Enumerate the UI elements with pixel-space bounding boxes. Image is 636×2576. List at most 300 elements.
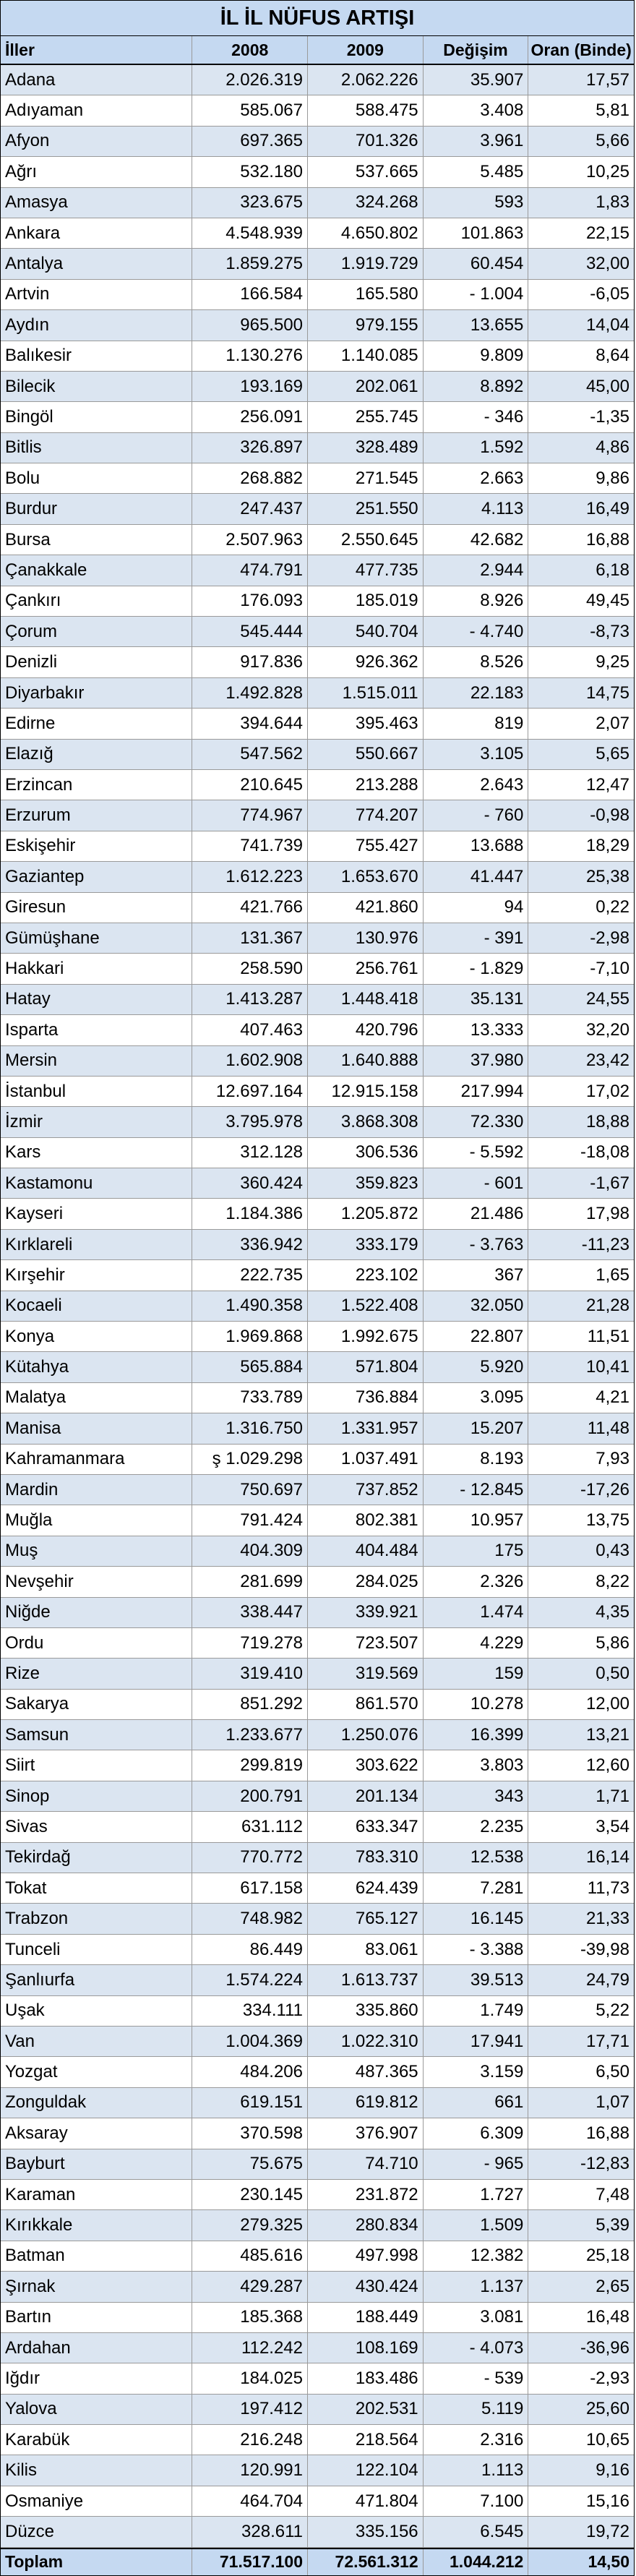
rate-cell: 17,57 — [585, 69, 629, 90]
rate-cell: -2,93 — [590, 2368, 629, 2388]
province-cell: Iğdır — [1, 2363, 192, 2393]
rate-cell: 17,02 — [585, 1081, 629, 1101]
table-row — [1, 555, 634, 586]
rate-cell: 15,16 — [585, 2491, 629, 2511]
table-row — [1, 1750, 634, 1781]
province-cell: Uşak — [1, 1996, 192, 2026]
change-cell: 4.229 — [424, 1628, 529, 1658]
rate-cell: 1,07 — [596, 2092, 629, 2113]
province-cell: Aksaray — [1, 2118, 192, 2148]
rate-cell: 16,14 — [585, 1847, 629, 1867]
table-row — [1, 1720, 634, 1750]
rate-cell: 2,65 — [596, 2276, 629, 2296]
population-2009-cell: 723.507 — [308, 1628, 424, 1658]
change-cell: 32.050 — [424, 1291, 529, 1321]
population-2008-cell: 474.791 — [192, 555, 308, 585]
table-body — [1, 65, 634, 2548]
rate-cell: 25,38 — [585, 866, 629, 886]
rate-cell: 16,49 — [585, 499, 629, 519]
population-2008-cell: 120.991 — [192, 2455, 308, 2485]
rate-cell: 23,42 — [585, 1050, 629, 1071]
change-cell: 22.183 — [424, 678, 529, 708]
rate-cell: 45,00 — [585, 376, 629, 396]
table-row — [1, 2395, 634, 2425]
total-2009: 72.561.312 — [308, 2549, 424, 2575]
population-2009-cell: 571.804 — [308, 1352, 424, 1382]
rate-cell: 7,93 — [596, 1449, 629, 1469]
change-cell: - 3.763 — [424, 1230, 529, 1259]
table-row — [1, 2210, 634, 2241]
change-cell: 9.809 — [424, 341, 529, 371]
population-2009-cell: 1.653.670 — [308, 862, 424, 891]
table-row — [1, 249, 634, 279]
population-2008-cell: 131.367 — [192, 923, 308, 953]
change-cell: 5.485 — [424, 157, 529, 187]
change-cell: 13.333 — [424, 1015, 529, 1045]
population-2008-cell: 2.507.963 — [192, 525, 308, 555]
table-row — [1, 433, 634, 463]
province-cell: Düzce — [1, 2517, 192, 2546]
total-rate: 14,50 — [588, 2552, 629, 2572]
population-2008-cell: 741.739 — [192, 831, 308, 861]
rate-cell: 12,00 — [585, 1694, 629, 1714]
rate-cell: 4,35 — [596, 1602, 629, 1622]
table-row — [1, 2118, 634, 2149]
table-row — [1, 463, 634, 494]
population-2009-cell: 471.804 — [308, 2486, 424, 2516]
change-cell: 16.399 — [424, 1720, 529, 1750]
rate-cell: 3,54 — [596, 1816, 629, 1836]
rate-cell: 5,22 — [596, 2001, 629, 2021]
population-2009-cell: 926.362 — [308, 647, 424, 677]
population-2009-cell: 1.037.491 — [308, 1445, 424, 1474]
population-2009-cell: 736.884 — [308, 1383, 424, 1413]
rate-cell: 6,18 — [596, 560, 629, 580]
population-2009-cell: 130.976 — [308, 923, 424, 953]
population-2009-cell: 633.347 — [308, 1812, 424, 1841]
rate-cell: 16,88 — [585, 529, 629, 549]
rate-cell: 32,20 — [585, 1019, 629, 1040]
change-cell: 21.486 — [424, 1199, 529, 1228]
rate-cell: 4,86 — [596, 437, 629, 458]
change-cell: 41.447 — [424, 862, 529, 891]
population-2009-cell: 271.545 — [308, 463, 424, 493]
population-2008-cell: 484.206 — [192, 2057, 308, 2087]
province-cell: Hakkari — [1, 954, 192, 983]
table-title: İL İL NÜFUS ARTIŞI — [1, 1, 634, 36]
table-row — [1, 586, 634, 617]
table-row — [1, 525, 634, 555]
population-2008-cell: 268.882 — [192, 463, 308, 493]
population-2008-cell: 247.437 — [192, 494, 308, 523]
province-cell: Kocaeli — [1, 1291, 192, 1321]
rate-cell: 49,45 — [585, 591, 629, 611]
province-cell: Karaman — [1, 2180, 192, 2209]
column-header-change: Değişim — [424, 36, 529, 64]
table-row — [1, 1567, 634, 1597]
population-2008-cell: ş 1.029.298 — [192, 1445, 308, 1474]
population-2008-cell: 917.836 — [192, 647, 308, 677]
population-2009-cell: 1.250.076 — [308, 1720, 424, 1750]
change-cell: - 12.845 — [424, 1475, 529, 1505]
population-2008-cell: 770.772 — [192, 1843, 308, 1873]
table-row — [1, 1935, 634, 1965]
change-cell: - 346 — [424, 402, 529, 432]
change-cell: 175 — [424, 1536, 529, 1566]
rate-cell: -18,08 — [580, 1142, 629, 1163]
population-2009-cell: 540.704 — [308, 617, 424, 646]
population-2009-cell: 12.915.158 — [308, 1077, 424, 1106]
table-row — [1, 1475, 634, 1505]
change-cell: 15.207 — [424, 1413, 529, 1443]
population-2008-cell: 585.067 — [192, 95, 308, 125]
population-2008-cell: 2.026.319 — [192, 65, 308, 95]
population-2008-cell: 1.130.276 — [192, 341, 308, 371]
rate-cell: 7,48 — [596, 2184, 629, 2204]
population-2009-cell: 185.019 — [308, 586, 424, 616]
population-2009-cell: 1.448.418 — [308, 985, 424, 1014]
table-row — [1, 2303, 634, 2333]
province-cell: Kırşehir — [1, 1260, 192, 1290]
province-cell: Yozgat — [1, 2057, 192, 2087]
province-cell: Diyarbakır — [1, 678, 192, 708]
table-row — [1, 372, 634, 402]
table-row — [1, 740, 634, 770]
rate-cell: 22,15 — [585, 223, 629, 243]
change-cell: 2.235 — [424, 1812, 529, 1841]
rate-cell: 8,64 — [596, 346, 629, 366]
table-row — [1, 1352, 634, 1382]
province-cell: Tekirdağ — [1, 1843, 192, 1873]
province-cell: Bingöl — [1, 402, 192, 432]
change-cell: 8.526 — [424, 647, 529, 677]
rate-cell: 0,43 — [596, 1541, 629, 1561]
population-2008-cell: 185.368 — [192, 2303, 308, 2332]
change-cell: 1.137 — [424, 2272, 529, 2301]
table-row — [1, 2057, 634, 2087]
change-cell: 593 — [424, 188, 529, 218]
population-2008-cell: 545.444 — [192, 617, 308, 646]
rate-cell: 17,98 — [585, 1204, 629, 1224]
change-cell: 13.655 — [424, 310, 529, 340]
change-cell: 8.892 — [424, 372, 529, 401]
population-2009-cell: 2.550.645 — [308, 525, 424, 555]
population-2008-cell: 338.447 — [192, 1598, 308, 1627]
population-2008-cell: 719.278 — [192, 1628, 308, 1658]
province-cell: Hatay — [1, 985, 192, 1014]
table-row — [1, 1505, 634, 1536]
population-2008-cell: 532.180 — [192, 157, 308, 187]
population-2009-cell: 213.288 — [308, 770, 424, 800]
province-cell: Mersin — [1, 1046, 192, 1076]
population-2008-cell: 258.590 — [192, 954, 308, 983]
population-2008-cell: 631.112 — [192, 1812, 308, 1841]
table-row — [1, 1659, 634, 1689]
population-2008-cell: 1.492.828 — [192, 678, 308, 708]
change-cell: 1.727 — [424, 2180, 529, 2209]
population-2009-cell: 624.439 — [308, 1873, 424, 1903]
province-cell: Bilecik — [1, 372, 192, 401]
province-cell: Zonguldak — [1, 2088, 192, 2118]
table-row — [1, 1322, 634, 1352]
population-2008-cell: 1.004.369 — [192, 2027, 308, 2056]
rate-cell: 9,16 — [596, 2460, 629, 2481]
province-cell: Çankırı — [1, 586, 192, 616]
province-cell: Denizli — [1, 647, 192, 677]
province-cell: Nevşehir — [1, 1567, 192, 1596]
change-cell: 217.994 — [424, 1077, 529, 1106]
population-2008-cell: 216.248 — [192, 2425, 308, 2455]
province-cell: Rize — [1, 1659, 192, 1688]
population-2009-cell: 251.550 — [308, 494, 424, 523]
change-cell: 8.926 — [424, 586, 529, 616]
rate-cell: 24,79 — [585, 1969, 629, 1990]
rate-cell: 1,83 — [596, 192, 629, 213]
population-2009-cell: 487.365 — [308, 2057, 424, 2087]
population-2009-cell: 3.868.308 — [308, 1107, 424, 1137]
population-2008-cell: 1.612.223 — [192, 862, 308, 891]
rate-cell: 5,81 — [596, 100, 629, 121]
table-row — [1, 862, 634, 892]
table-row — [1, 95, 634, 126]
table-row — [1, 65, 634, 95]
table-row — [1, 831, 634, 862]
province-cell: Kilis — [1, 2455, 192, 2485]
table-row — [1, 1873, 634, 1904]
change-cell: - 539 — [424, 2363, 529, 2393]
rate-cell: -0,98 — [590, 805, 629, 826]
table-row — [1, 2272, 634, 2302]
population-2008-cell: 619.151 — [192, 2088, 308, 2118]
population-2009-cell: 74.710 — [308, 2149, 424, 2179]
population-2008-cell: 176.093 — [192, 586, 308, 616]
table-row — [1, 1077, 634, 1107]
province-cell: Çanakkale — [1, 555, 192, 585]
table-row — [1, 2363, 634, 2394]
population-2008-cell: 1.316.750 — [192, 1413, 308, 1443]
population-2008-cell: 1.859.275 — [192, 249, 308, 278]
province-cell: İstanbul — [1, 1077, 192, 1106]
change-cell: - 601 — [424, 1168, 529, 1198]
population-2009-cell: 497.998 — [308, 2241, 424, 2271]
rate-cell: 5,65 — [596, 744, 629, 764]
table-row — [1, 2027, 634, 2057]
province-cell: Artvin — [1, 280, 192, 309]
population-2008-cell: 750.697 — [192, 1475, 308, 1505]
population-2008-cell: 1.490.358 — [192, 1291, 308, 1321]
table-row — [1, 1628, 634, 1659]
population-2009-cell: 324.268 — [308, 188, 424, 218]
population-2009-cell: 188.449 — [308, 2303, 424, 2332]
population-2009-cell: 231.872 — [308, 2180, 424, 2209]
table-row — [1, 1445, 634, 1475]
table-row — [1, 188, 634, 218]
change-cell: 343 — [424, 1781, 529, 1811]
population-2009-cell: 1.640.888 — [308, 1046, 424, 1076]
table-row — [1, 2455, 634, 2486]
table-row — [1, 157, 634, 187]
population-2009-cell: 420.796 — [308, 1015, 424, 1045]
total-row — [1, 2548, 634, 2575]
population-2009-cell: 218.564 — [308, 2425, 424, 2455]
table-row — [1, 494, 634, 524]
population-2009-cell: 619.812 — [308, 2088, 424, 2118]
rate-cell: 5,39 — [596, 2215, 629, 2235]
change-cell: 2.944 — [424, 555, 529, 585]
population-2009-cell: 83.061 — [308, 1935, 424, 1964]
change-cell: 17.941 — [424, 2027, 529, 2056]
population-2008-cell: 617.158 — [192, 1873, 308, 1903]
population-2009-cell: 165.580 — [308, 280, 424, 309]
rate-cell: 18,88 — [585, 1111, 629, 1131]
population-2008-cell: 748.982 — [192, 1904, 308, 1933]
table-row — [1, 1904, 634, 1934]
population-2008-cell: 184.025 — [192, 2363, 308, 2393]
total-change: 1.044.212 — [424, 2549, 529, 2575]
change-cell: 10.957 — [424, 1505, 529, 1535]
province-cell: Gümüşhane — [1, 923, 192, 953]
population-2009-cell: 802.381 — [308, 1505, 424, 1535]
table-row — [1, 1965, 634, 1995]
province-cell: Balıkesir — [1, 341, 192, 371]
change-cell: 101.863 — [424, 218, 529, 248]
population-2009-cell: 359.823 — [308, 1168, 424, 1198]
province-cell: Tokat — [1, 1873, 192, 1903]
population-2009-cell: 1.919.729 — [308, 249, 424, 278]
population-2008-cell: 256.091 — [192, 402, 308, 432]
change-cell: 2.663 — [424, 463, 529, 493]
table-row — [1, 1413, 634, 1444]
table-row — [1, 1138, 634, 1168]
rate-cell: 6,50 — [596, 2062, 629, 2082]
table-row — [1, 280, 634, 310]
population-2009-cell: 328.489 — [308, 433, 424, 463]
column-header-2009: 2009 — [308, 36, 424, 64]
change-cell: 159 — [424, 1659, 529, 1688]
change-cell: 1.749 — [424, 1996, 529, 2026]
rate-cell: 8,22 — [596, 1571, 629, 1591]
province-cell: Samsun — [1, 1720, 192, 1750]
table-row — [1, 709, 634, 739]
rate-cell: -11,23 — [581, 1234, 629, 1254]
population-2009-cell: 108.169 — [308, 2333, 424, 2363]
change-cell: 2.316 — [424, 2425, 529, 2455]
province-cell: Ordu — [1, 1628, 192, 1658]
table-row — [1, 402, 634, 432]
total-label: Toplam — [1, 2549, 192, 2575]
population-2008-cell: 75.675 — [192, 2149, 308, 2179]
change-cell: - 5.592 — [424, 1138, 529, 1168]
province-cell: Bayburt — [1, 2149, 192, 2179]
table-row — [1, 1690, 634, 1720]
population-2009-cell: 755.427 — [308, 831, 424, 861]
column-header-rate: Oran (Binde) — [530, 40, 632, 59]
change-cell: - 965 — [424, 2149, 529, 2179]
change-cell: 6.545 — [424, 2517, 529, 2546]
population-2008-cell: 429.287 — [192, 2272, 308, 2301]
rate-cell: 10,25 — [585, 161, 629, 181]
province-cell: Kırklareli — [1, 1230, 192, 1259]
table-row — [1, 1015, 634, 1045]
population-2008-cell: 733.789 — [192, 1383, 308, 1413]
province-cell: İzmir — [1, 1107, 192, 1137]
province-cell: Yalova — [1, 2395, 192, 2424]
population-2009-cell: 306.536 — [308, 1138, 424, 1168]
province-cell: Şırnak — [1, 2272, 192, 2301]
province-cell: Batman — [1, 2241, 192, 2271]
province-cell: Elazığ — [1, 740, 192, 769]
population-2009-cell: 339.921 — [308, 1598, 424, 1627]
province-cell: Bartın — [1, 2303, 192, 2332]
total-2008: 71.517.100 — [192, 2549, 308, 2575]
province-cell: Kütahya — [1, 1352, 192, 1382]
rate-cell: -1,67 — [590, 1173, 629, 1193]
rate-cell: 9,25 — [596, 652, 629, 672]
province-cell: Mardin — [1, 1475, 192, 1505]
province-cell: Kars — [1, 1138, 192, 1168]
change-cell: 10.278 — [424, 1690, 529, 1719]
province-cell: Kastamonu — [1, 1168, 192, 1198]
population-2009-cell: 404.484 — [308, 1536, 424, 1566]
rate-cell: 11,73 — [587, 1878, 629, 1898]
province-cell: Amasya — [1, 188, 192, 218]
rate-cell: 9,86 — [596, 468, 629, 488]
table-row — [1, 2486, 634, 2517]
population-2009-cell: 122.104 — [308, 2455, 424, 2485]
change-cell: 1.113 — [424, 2455, 529, 2485]
population-2009-cell: 537.665 — [308, 157, 424, 187]
province-cell: Ankara — [1, 218, 192, 248]
table-row — [1, 617, 634, 647]
table-row — [1, 985, 634, 1015]
rate-cell: 25,18 — [585, 2246, 629, 2266]
change-cell: 3.159 — [424, 2057, 529, 2087]
population-2008-cell: 421.766 — [192, 893, 308, 923]
change-cell: 3.081 — [424, 2303, 529, 2332]
province-cell: Kahramanmara — [1, 1445, 192, 1474]
population-2009-cell: 979.155 — [308, 310, 424, 340]
province-cell: Eskişehir — [1, 831, 192, 861]
table-row — [1, 2088, 634, 2118]
rate-cell: 1,71 — [596, 1786, 629, 1806]
table-row — [1, 923, 634, 954]
change-cell: 22.807 — [424, 1322, 529, 1351]
change-cell: 3.408 — [424, 95, 529, 125]
population-2009-cell: 255.745 — [308, 402, 424, 432]
population-2008-cell: 485.616 — [192, 2241, 308, 2271]
population-2008-cell: 319.410 — [192, 1659, 308, 1688]
change-cell: - 760 — [424, 800, 529, 830]
change-cell: 2.643 — [424, 770, 529, 800]
population-2008-cell: 791.424 — [192, 1505, 308, 1535]
population-2009-cell: 430.424 — [308, 2272, 424, 2301]
province-cell: Konya — [1, 1322, 192, 1351]
rate-cell: 16,48 — [585, 2307, 629, 2327]
change-cell: 5.119 — [424, 2395, 529, 2424]
population-2009-cell: 303.622 — [308, 1750, 424, 1780]
table-row — [1, 893, 634, 923]
population-2009-cell: 2.062.226 — [308, 65, 424, 95]
province-cell: Afyon — [1, 127, 192, 156]
population-2008-cell: 4.548.939 — [192, 218, 308, 248]
province-cell: Sinop — [1, 1781, 192, 1811]
province-cell: Bolu — [1, 463, 192, 493]
table-row — [1, 1291, 634, 1322]
table-row — [1, 2425, 634, 2455]
population-2009-cell: 284.025 — [308, 1567, 424, 1596]
table-row — [1, 2517, 634, 2547]
population-2008-cell: 547.562 — [192, 740, 308, 769]
